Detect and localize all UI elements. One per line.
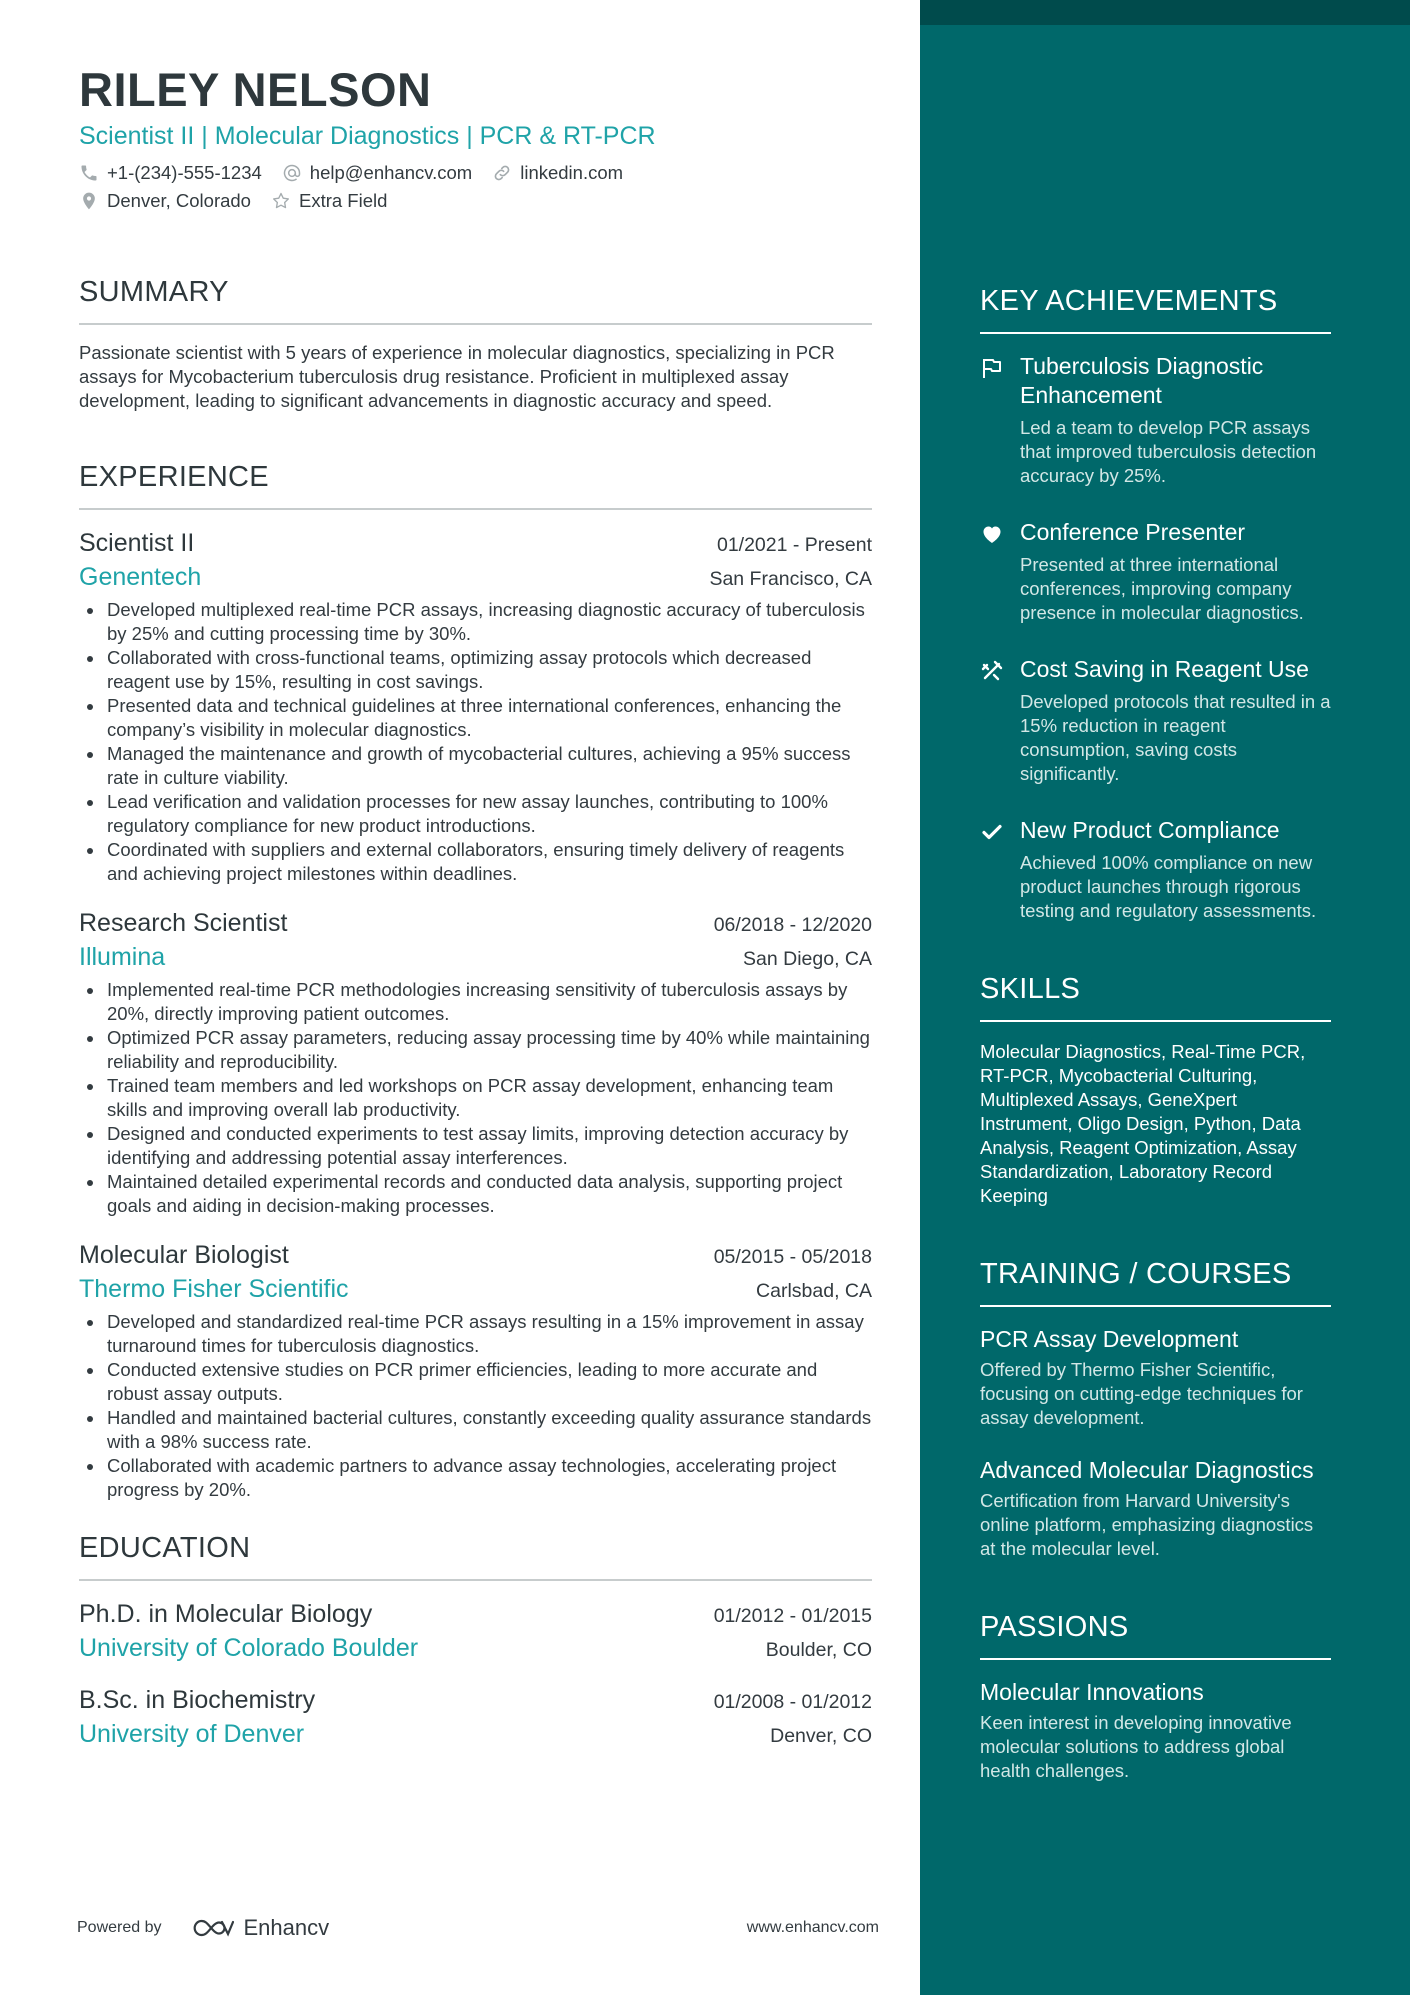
achievement-item <box>980 518 1331 625</box>
contact-extra <box>271 190 387 212</box>
contact-row <box>79 162 872 184</box>
course-title: Advanced Molecular Diagnostics <box>980 1457 1314 1483</box>
bullet-item: Optimized PCR assay parameters, reducing assay processing time by 40% while maintaining reliability and reproducibility. <box>79 1026 872 1074</box>
passions-section <box>980 1611 1331 1783</box>
achievement-desc: Achieved 100% compliance on new product launches through rigorous testing and regulatory assessments. <box>1020 852 1317 921</box>
course-desc: Certification from Harvard University's online platform, emphasizing diagnostics at the molecular level. <box>980 1490 1314 1559</box>
experience-section <box>79 461 872 1502</box>
job-entry <box>79 526 872 886</box>
course-title: PCR Assay Development <box>980 1326 1239 1352</box>
powered-by-label: Powered by <box>77 1919 162 1936</box>
job-date: 05/2015 - 05/2018 <box>713 1246 872 1268</box>
education-section <box>79 1532 872 1751</box>
training-heading: TRAINING / COURSES <box>980 1258 1331 1307</box>
contact-link[interactable] <box>492 162 623 184</box>
skills-section <box>980 973 1331 1208</box>
link-icon <box>492 163 512 183</box>
star-icon <box>271 191 291 211</box>
bullet-item: Developed multiplexed real-time PCR assays, increasing diagnostic accuracy of tuberculosis by 25% and cutting processing time by 30%. <box>79 598 872 646</box>
bullet-item: Coordinated with suppliers and external collaborators, ensuring timely delivery of reagents and achieving project milestones within deadlines. <box>79 838 872 886</box>
achievement-item <box>980 655 1331 786</box>
job-bullets <box>79 598 872 886</box>
phone-icon <box>79 163 99 183</box>
summary-heading: SUMMARY <box>79 276 872 325</box>
achievement-item <box>980 816 1331 923</box>
job-bullets <box>79 978 872 1218</box>
degree-title: B.Sc. in Biochemistry <box>79 1686 316 1714</box>
heart-icon <box>980 518 1020 625</box>
education-entry <box>79 1597 872 1665</box>
contact-phone[interactable] <box>79 162 262 184</box>
bullet-item: Managed the maintenance and growth of mycobacterial cultures, achieving a 95% success rate in culture viability. <box>79 742 872 790</box>
job-company: Thermo Fisher Scientific <box>79 1275 349 1303</box>
passion-title: Molecular Innovations <box>980 1679 1204 1705</box>
passion-item <box>980 1678 1331 1783</box>
job-location: San Diego, CA <box>743 948 872 970</box>
school-location: Boulder, CO <box>765 1639 872 1661</box>
bullet-item: Maintained detailed experimental records and conducted data analysis, supporting project goals and aiding in decision-making processes. <box>79 1170 872 1218</box>
job-location: Carlsbad, CA <box>756 1280 872 1302</box>
bullet-item: Designed and conducted experiments to test assay limits, improving detection accuracy by identifying and addressing potential assay interferences. <box>79 1122 872 1170</box>
tools-icon <box>980 655 1020 786</box>
achievement-title: Tuberculosis Diagnostic Enhancement <box>1020 353 1264 408</box>
job-company: Genentech <box>79 563 202 591</box>
achievement-desc: Led a team to develop PCR assays that improved tuberculosis detection accuracy by 25%. <box>1020 417 1317 486</box>
extra-text: Extra Field <box>298 190 388 211</box>
candidate-name: RILEY NELSON <box>79 63 432 116</box>
achievement-desc: Developed protocols that resulted in a 15% reduction in reagent consumption, saving costs significantly. <box>1020 691 1331 784</box>
sidebar-top-bar <box>920 0 1410 25</box>
footer-url[interactable]: www.enhancv.com <box>746 1919 879 1936</box>
main-column <box>79 62 872 1769</box>
footer <box>77 1913 879 1943</box>
bullet-item: Trained team members and led workshops on PCR assay development, enhancing team skills and improving overall lab productivity. <box>79 1074 872 1122</box>
job-title: Scientist II <box>79 529 195 557</box>
job-entry <box>79 906 872 1218</box>
key-achievements-section <box>980 285 1331 923</box>
contact-email[interactable] <box>282 162 472 184</box>
passions-heading: PASSIONS <box>980 1611 1331 1660</box>
achievement-title: Conference Presenter <box>1020 519 1246 545</box>
contact-location <box>79 190 251 212</box>
bullet-item: Lead verification and validation processes for new assay launches, contributing to 100% regulatory compliance for new product introductions. <box>79 790 872 838</box>
course-desc: Offered by Thermo Fisher Scientific, focusing on cutting-edge techniques for assay development. <box>980 1359 1303 1428</box>
flag-icon <box>980 352 1020 488</box>
education-heading: EDUCATION <box>79 1532 872 1581</box>
achievement-item <box>980 352 1331 488</box>
education-date: 01/2008 - 01/2012 <box>713 1691 872 1713</box>
job-title: Research Scientist <box>79 909 288 937</box>
candidate-subtitle: Scientist II | Molecular Diagnostics | PCR & RT-PCR <box>79 122 656 150</box>
enhancv-logo-icon <box>188 1916 234 1940</box>
powered-by <box>77 1915 329 1941</box>
enhancv-brand-text: Enhancv <box>243 1915 330 1940</box>
job-title: Molecular Biologist <box>79 1241 289 1269</box>
course-item <box>980 1325 1331 1430</box>
enhancv-logo[interactable] <box>188 1915 330 1941</box>
bullet-item: Collaborated with cross-functional teams, optimizing assay protocols which decreased reagent use by 15%, resulting in cost savings. <box>79 646 872 694</box>
education-date: 01/2012 - 01/2015 <box>713 1605 872 1627</box>
job-company: Illumina <box>79 943 166 971</box>
skills-list: Molecular Diagnostics, Real-Time PCR, RT-PCR, Mycobacterial Culturing, Multiplexed Assays, GeneXpert Instrument, Oligo Design, Python, Data Analysis, Reagent Optimization, Assay Standardization, Laboratory Record Keeping <box>980 1041 1306 1206</box>
training-section <box>980 1258 1331 1561</box>
bullet-item: Implemented real-time PCR methodologies increasing sensitivity of tuberculosis assays by 20%, directly improving patient outcomes. <box>79 978 872 1026</box>
email-text: help@enhancv.com <box>309 162 473 183</box>
job-location: San Francisco, CA <box>709 568 872 590</box>
passion-desc: Keen interest in developing innovative molecular solutions to address global health challenges. <box>980 1712 1292 1781</box>
bullet-item: Handled and maintained bacterial cultures, constantly exceeding quality assurance standards with a 98% success rate. <box>79 1406 872 1454</box>
phone-text: +1-(234)-555-1234 <box>107 162 262 183</box>
bullet-item: Developed and standardized real-time PCR assays resulting in a 15% improvement in assay turnaround times for tuberculosis diagnostics. <box>79 1310 872 1358</box>
job-date: 06/2018 - 12/2020 <box>713 914 872 936</box>
bullet-item: Conducted extensive studies on PCR primer efficiencies, leading to more accurate and robust assay outputs. <box>79 1358 872 1406</box>
education-entry <box>79 1683 872 1751</box>
job-entry <box>79 1238 872 1502</box>
bullet-item: Collaborated with academic partners to advance assay technologies, accelerating project progress by 20%. <box>79 1454 872 1502</box>
skills-heading: SKILLS <box>980 973 1331 1022</box>
sidebar <box>920 0 1410 1995</box>
summary-text: Passionate scientist with 5 years of experience in molecular diagnostics, specializing in PCR assays for Mycobacterium tuberculosis drug resistance. Proficient in multiplexed assay development, leading to significant advancements in diagnostic accuracy and speed. <box>79 342 835 411</box>
location-text: Denver, Colorado <box>107 190 251 211</box>
at-icon <box>282 163 302 183</box>
job-date: 01/2021 - Present <box>716 534 872 556</box>
school-location: Denver, CO <box>770 1725 872 1747</box>
check-icon <box>980 816 1020 923</box>
key-achievements-heading: KEY ACHIEVEMENTS <box>980 285 1331 334</box>
course-item <box>980 1456 1331 1561</box>
achievement-title: New Product Compliance <box>1020 817 1280 843</box>
link-text: linkedin.com <box>520 162 624 183</box>
school-name: University of Colorado Boulder <box>79 1634 419 1662</box>
location-pin-icon <box>79 191 99 211</box>
job-bullets <box>79 1310 872 1502</box>
achievement-desc: Presented at three international conferences, improving company presence in molecular diagnostics. <box>1020 554 1304 623</box>
contact-row <box>79 190 872 212</box>
achievement-title: Cost Saving in Reagent Use <box>1020 656 1309 682</box>
degree-title: Ph.D. in Molecular Biology <box>79 1600 373 1628</box>
sidebar-content <box>980 285 1331 1833</box>
bullet-item: Presented data and technical guidelines at three international conferences, enhancing the company’s visibility in molecular diagnostics. <box>79 694 872 742</box>
summary-section <box>79 276 872 413</box>
experience-heading: EXPERIENCE <box>79 461 872 510</box>
school-name: University of Denver <box>79 1720 305 1748</box>
